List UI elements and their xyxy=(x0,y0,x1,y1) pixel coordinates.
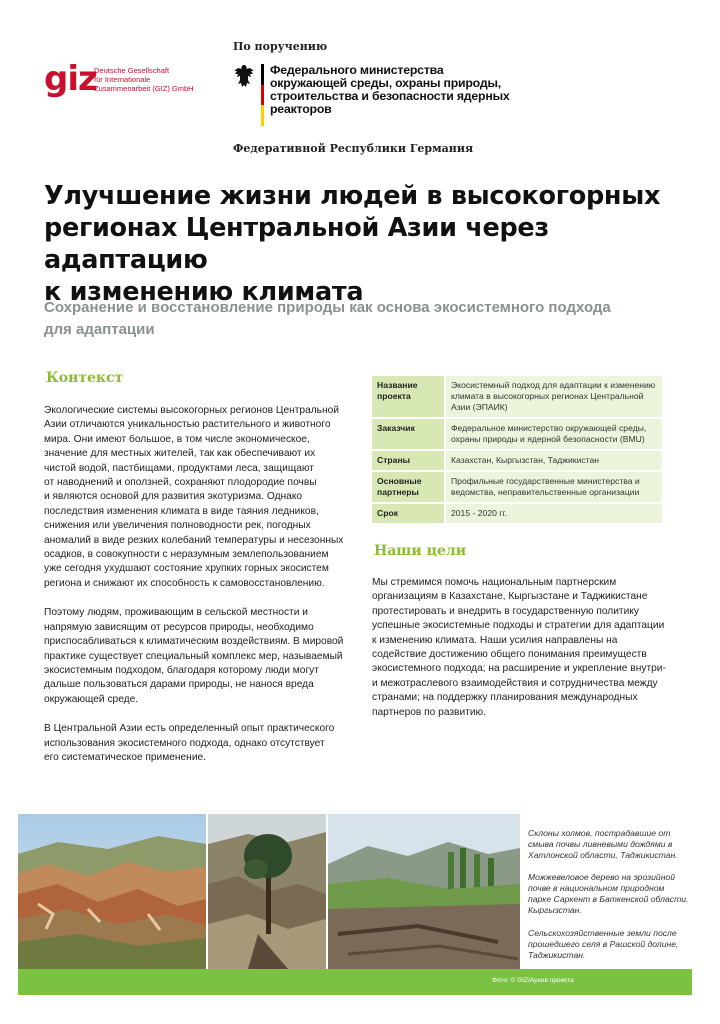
text-line: и являются основой для развития экотуризма. Однако xyxy=(44,491,303,503)
text-line: от наводнений и оползней, сохраняют плодородие почвы xyxy=(44,477,317,489)
text-line: снижения или увеличения полноводности рек, погодных xyxy=(44,520,311,532)
text-line: организациям в Казахстане, Кыргызстане и Таджикистане xyxy=(372,591,648,603)
text-line: окружающей среде. xyxy=(44,693,139,705)
giz-org-line: Zusammenarbeit (GIZ) GmbH xyxy=(94,84,194,93)
text-line: практике существует специальный комплекс мер, называемый xyxy=(44,650,343,662)
ministry-line: строительства и безопасности ядерных реакторов xyxy=(270,89,510,116)
republic-label: Федеративной Республики Германия xyxy=(233,142,474,155)
table-value: Федеральное министерство окружающей среды, охраны природы и ядерной безопасности (BMU) xyxy=(445,418,662,450)
text-line: чистой водой, пастбищами, продуктами леса, защищают xyxy=(44,462,314,474)
table-key: Название проекта xyxy=(372,376,445,418)
ministry-line: Федерального министерства xyxy=(270,63,444,77)
table-value: Экосистемный подход для адаптации к изменению климата в высокогорных регионах Центральной Азии (ЭПАИК) xyxy=(445,376,662,418)
giz-org-name xyxy=(94,66,204,93)
text-line: протестировать и внедрить в государственную политику xyxy=(372,605,639,617)
text-line: использования экосистемного подхода, однако отсутствует xyxy=(44,737,325,749)
table-row xyxy=(372,471,662,503)
project-info-table xyxy=(372,376,662,525)
title-line: к изменению климата xyxy=(44,277,364,307)
german-flag-stripe xyxy=(261,64,264,126)
text-line: значение для местных жителей, так как обеспечивают их xyxy=(44,448,316,460)
text-line: экосистемного подхода; на расширение и укрепление внутри- xyxy=(372,663,666,675)
page-subtitle xyxy=(44,297,644,341)
subtitle-line: для адаптации xyxy=(44,321,155,338)
text-line: В Центральной Азии есть определенный опыт практического xyxy=(44,723,335,735)
text-line: региона и снижают их способность к самовосстановлению. xyxy=(44,577,325,589)
text-line: последствия изменения климата в виде таяния ледников, xyxy=(44,505,319,517)
ministry-name xyxy=(270,64,550,116)
table-row xyxy=(372,503,662,524)
title-line: регионах Центральной Азии через адаптацию xyxy=(44,213,549,275)
table-value: 2015 - 2020 гг. xyxy=(445,503,662,524)
juniper-tree-photo xyxy=(208,814,326,969)
text-line: мира. Они имеют большое, в том числе экономическое, xyxy=(44,433,310,445)
text-line: осадков, в совокупности с неразумным землепользованием xyxy=(44,549,329,561)
table-value: Казахстан, Кыргызстан, Таджикистан xyxy=(445,450,662,471)
table-row xyxy=(372,418,662,450)
table-key: Заказчик xyxy=(372,418,445,450)
text-line: уже сегодня ухудшают состояние хрупких горных экосистем xyxy=(44,563,329,575)
federal-eagle-icon xyxy=(233,64,255,90)
photo-credit: Фото: © GIZ/Архив проекта xyxy=(492,977,574,984)
table-value: Профильные государственные министерства и ведомства, неправительственные организации xyxy=(445,471,662,503)
context-heading: Контекст xyxy=(46,370,124,386)
text-line: приспосабливаться к климатическим воздействиям. В мировой xyxy=(44,636,344,648)
text-line: Азии отличаются уникальностью растительного и животного xyxy=(44,419,331,431)
text-line: успешные экосистемные подходы и стратегии для адаптации xyxy=(372,620,665,632)
table-row xyxy=(372,450,662,471)
text-line: странами; на поддержку планирования международных xyxy=(372,692,638,704)
text-line: аномалий в виде резких колебаний температуры и несезонных xyxy=(44,534,344,546)
text-line: экосистемным подходом, благодаря которому люди могут xyxy=(44,664,319,676)
context-paragraph xyxy=(44,404,344,591)
table-row xyxy=(372,376,662,418)
text-line: дальше пользоваться дарами природы, не нанося вреда xyxy=(44,679,314,691)
on-behalf-label: По поручению xyxy=(233,40,328,53)
ministry-line: окружающей среды, охраны природы, xyxy=(270,76,501,90)
giz-org-line: für Internationale xyxy=(94,75,151,84)
text-line: Поэтому людям, проживающим в сельской местности и xyxy=(44,607,308,619)
page-title xyxy=(44,180,704,308)
eroded-hills-photo xyxy=(18,814,206,969)
context-text xyxy=(44,404,344,780)
text-line: его систематическое применение. xyxy=(44,751,206,763)
text-line: содействие достижению общего понимания преимуществ xyxy=(372,649,647,661)
photo-caption: Склоны холмов, пострадавшие от смыва почвы ливневыми дождями в Хатлонской области, Таджикистан. xyxy=(528,828,678,860)
goals-text xyxy=(372,576,672,720)
text-line: Экологические системы высокогорных регионов Центральной xyxy=(44,405,339,416)
text-line: к изменению климата. Наши усилия направлены на xyxy=(372,634,618,646)
table-key: Основные партнеры xyxy=(372,471,445,503)
text-line: партнеров по развитию. xyxy=(372,706,486,718)
subtitle-line: Сохранение и восстановление природы как основа экосистемного подхода xyxy=(44,299,611,316)
photo-caption: Сельскохозяйственные земли после прошедшего селя в Рашской долине, Таджикистан. xyxy=(528,928,679,960)
table-key: Срок xyxy=(372,503,445,524)
table-key: Страны xyxy=(372,450,445,471)
text-line: напрямую зависящим от ресурсов природы, необходимо xyxy=(44,621,314,633)
text-line: Мы стремимся помочь национальным партнерским xyxy=(372,577,617,588)
title-line: Улучшение жизни людей в высокогорных xyxy=(44,181,661,211)
photo-strip xyxy=(18,814,520,969)
context-paragraph xyxy=(44,606,344,707)
giz-org-line: Deutsche Gesellschaft xyxy=(94,66,170,75)
text-line: и межотраслевого взаимодействия и сотрудничества между xyxy=(372,677,658,689)
photo-caption: Можжевеловое дерево на эрозийной почве в национальном природном парке Саркент в Баткенской области, Кыргызстан. xyxy=(528,872,689,915)
mudflow-farmland-photo xyxy=(328,814,520,969)
goals-heading: Наши цели xyxy=(374,543,467,559)
context-paragraph xyxy=(44,722,344,765)
footer-bar xyxy=(18,969,692,995)
giz-logo: giz xyxy=(44,59,97,99)
